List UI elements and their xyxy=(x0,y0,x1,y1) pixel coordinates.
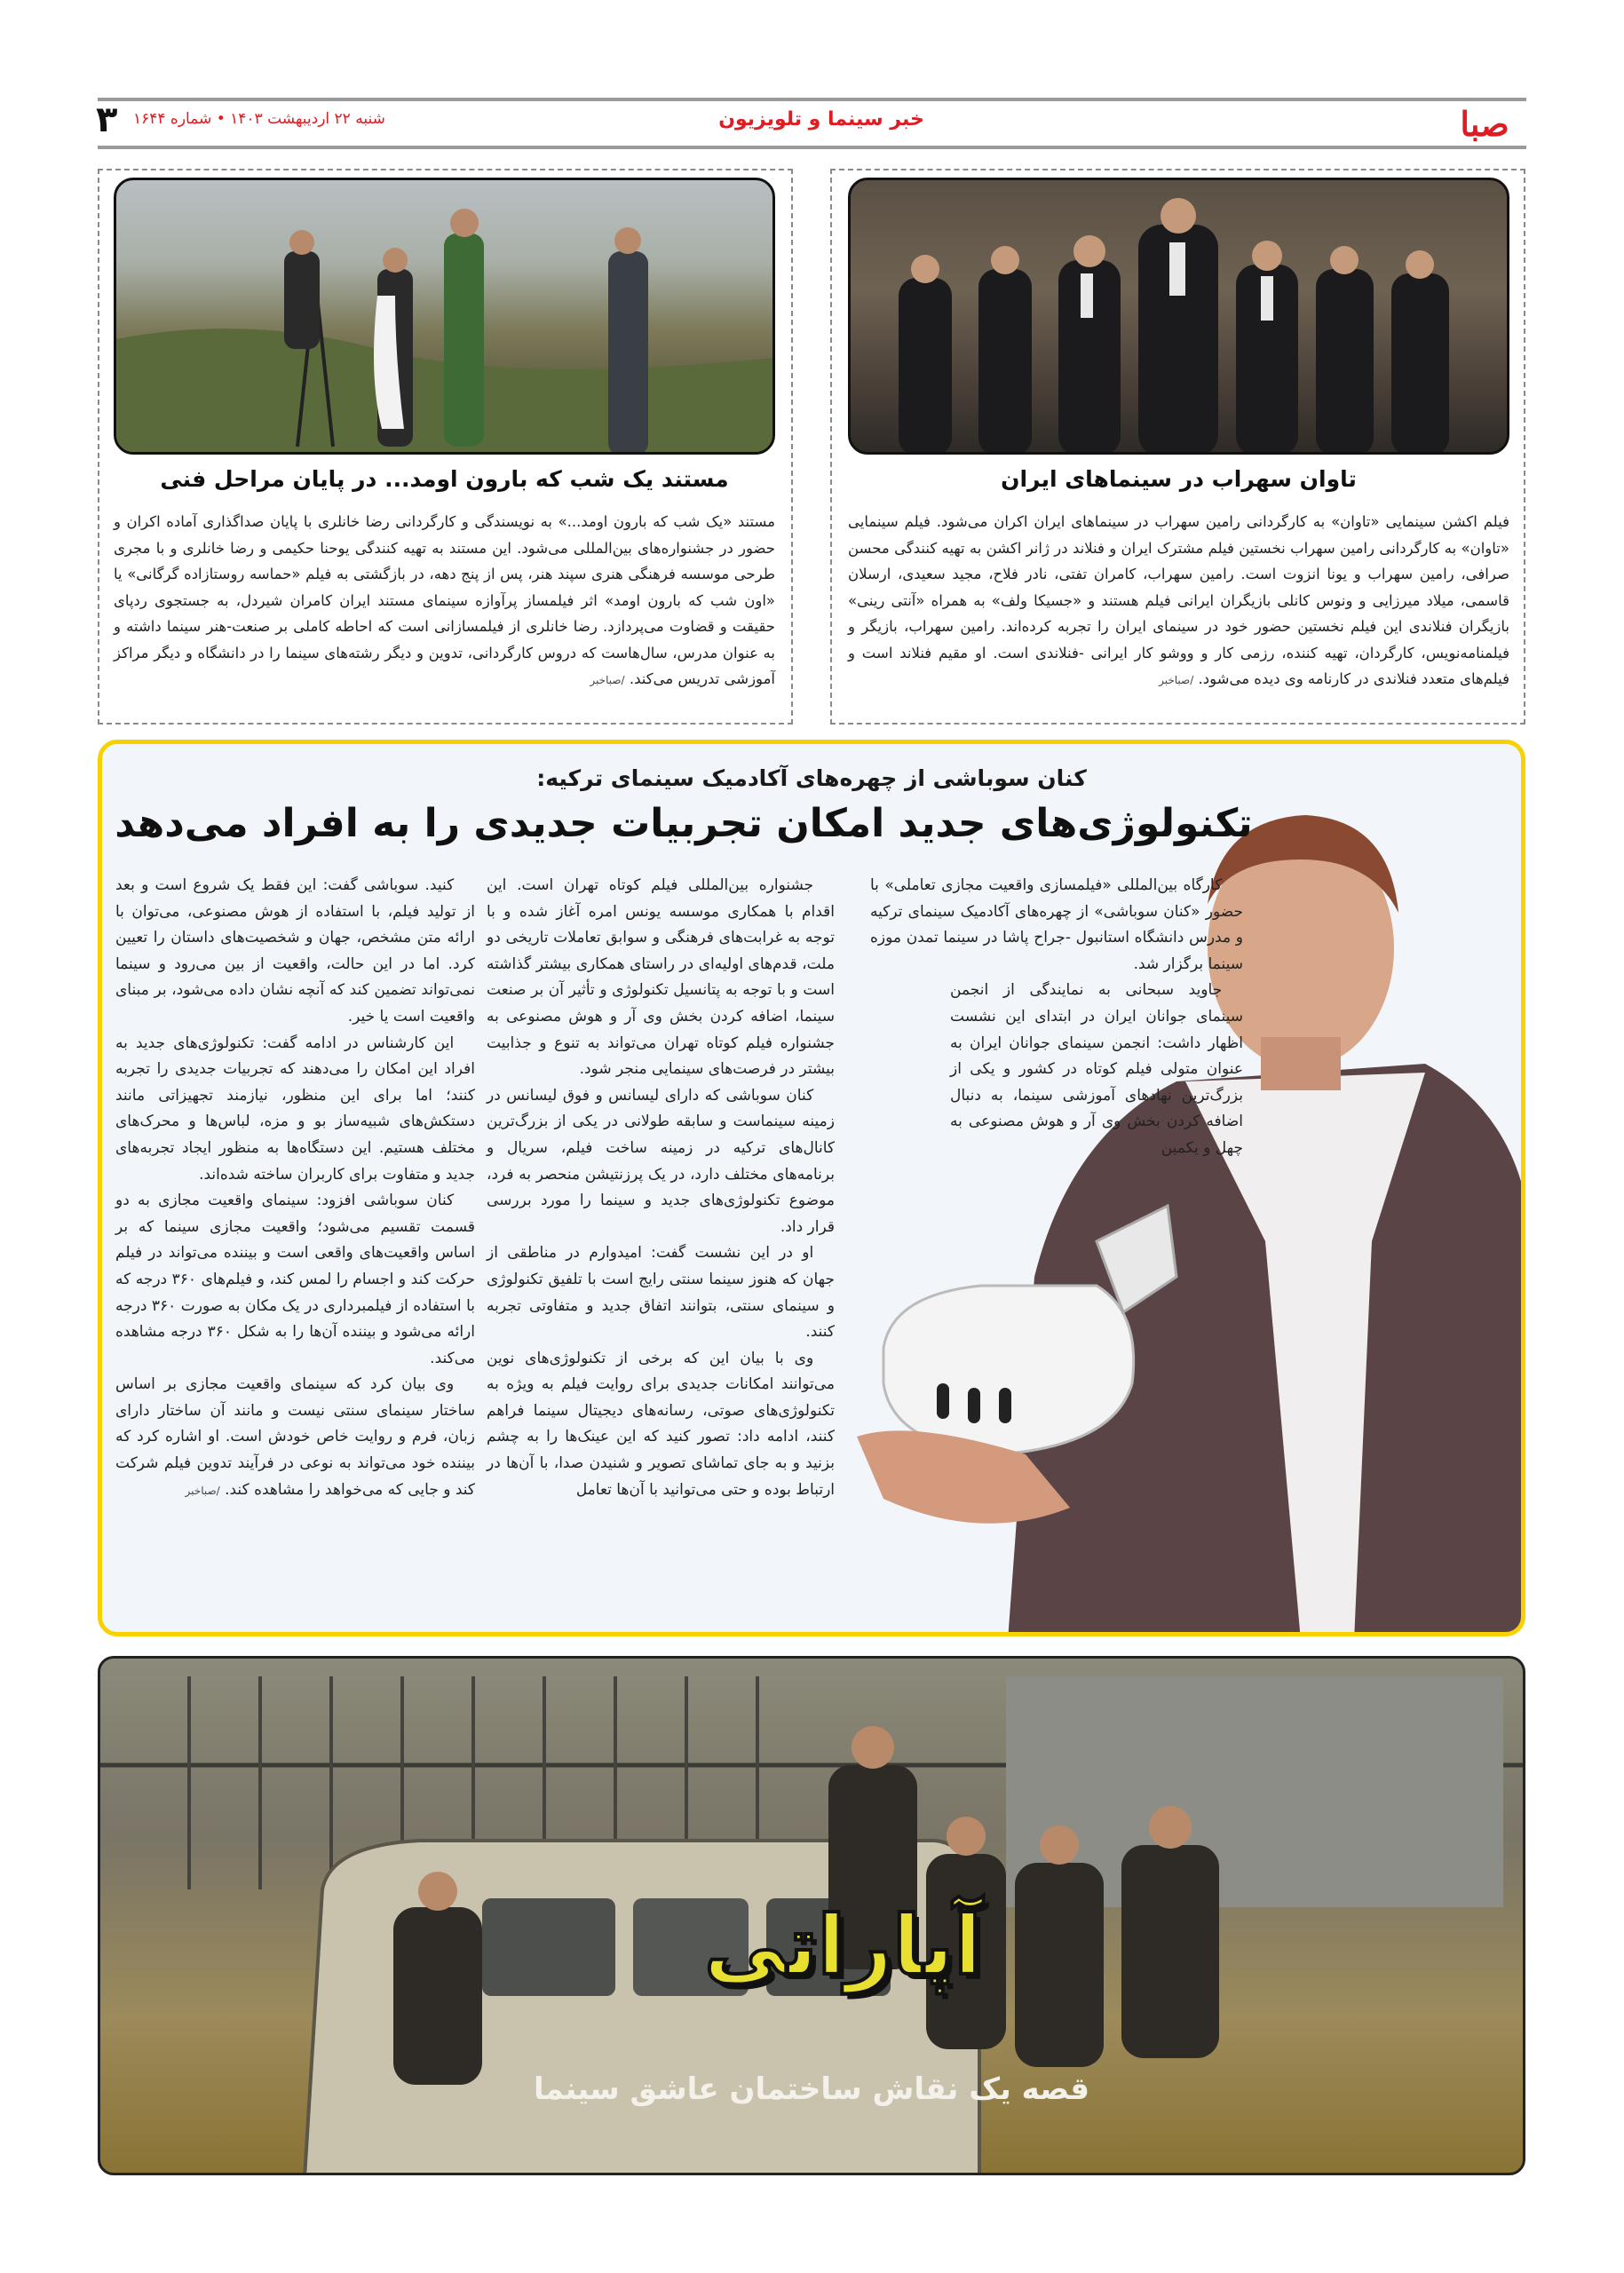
story-title-documentary: مستند یک شب که بارون اومد... در پایان مراحل فنی xyxy=(160,466,729,492)
paragraph xyxy=(115,1372,475,1504)
story-body-documentary xyxy=(114,509,775,694)
dateline: شنبه ۲۲ اردیبهشت ۱۴۰۳ • شماره ۱۶۴۴ xyxy=(133,110,385,128)
paragraph: جشنواره بین‌المللی فیلم کوتاه تهران است. این اقدام با همکاری موسسه یونس امره آغاز شده و با توجه به غرابت‌های فرهنگی و سوابق تعاملات تاریخی دو ملت، قدم‌های اولیه‌ای در راستای همکاری بیشتر گذاشته است و با توجه به پتانسیل تکنولوژی و تأثیر آن بر صنعت سینما، اضافه کردن بخش وی آر و هوش مصنوعی به جشنواره فیلم کوتاه تهران می‌تواند به تنوع و جذابیت بیشتر در فرصت‌های سینمایی منجر شود. xyxy=(487,876,835,1079)
section-title: خبر سینما و تلویزیون xyxy=(718,108,924,131)
header-bottom-rule xyxy=(98,146,1526,149)
running-men-illustration xyxy=(848,180,1507,455)
paragraph: کنان سوباشی افزود: سینمای واقعیت مجازی به دو قسمت تقسیم می‌شود؛ واقعیت مجازی سینما که بر اساس واقعیت‌های واقعی است و بیننده می‌تواند در فیلم حرکت کند و اجسام را لمس کند، و فیلم‌های ۳۶۰ درجه که با استفاده از فیلمبرداری در یک مکان به صورت ۳۶۰ درجه ارائه می‌شود و بیننده آن‌ها را به شکل ۳۶۰ درجه مشاهده می‌کند. xyxy=(115,1192,475,1367)
paragraph: او در این نشست گفت: امیدوارم در مناطقی از جهان که هنوز سینما سنتی رایج است با تلفیق تکنولوژی و سینمای سنتی، بتوانند اتفاق جدید و متفاوتی تجربه کنند. xyxy=(487,1244,835,1342)
story-text: فیلم اکشن سینمایی «تاوان» به کارگردانی رامین سهراب در سینماهای ایران اکران می‌شود. فیلم سینمایی «تاوان» به کارگردانی رامین سهراب نخستین فیلم مشترک ایران و فنلاند در ژانر اکشن به تهیه کنندگی محسن صرافی، رامین سهراب و یونا انزوت است. رامین سهراب، کامران تفتی، نادر فلاح، مجید سعیدی، ارسلان قاسمی، میلاد میرزایی و ونوس کانلی بازیگران ایرانی فیلم هستند و «جسیکا ولف» به همراه «آنتی رینی» بازیگران فنلاندی این فیلم نخستین حضور خود در سینمای ایران را تجربه کرده‌اند. رامین سهراب، بازیگر و فیلمنامه‌نویس، کارگردان، تهیه کننده، رزمی کار و ووشو کار ایرانی -فنلاندی است. او مقیم فنلاند است و فیلم‌های متعدد فنلاندی در کارنامه وی دیده می‌شود. xyxy=(848,513,1509,687)
story-text: مستند «یک شب که بارون اومد...» به نویسندگی و کارگردانی رضا خانلری با پایان صداگذاری آماده اکران و حضور در جشنواره‌های بین‌المللی می‌شود. این مستند به تهیه کنندگی یوحنا حکیمی و رضا خانلری و با مجری طرحی موسسه فرهنگی هنری سپند هنر، پس از پنج دهه، در بازگشتی به فیلم «حماسه روستازاده گرگانی» یا «اون شب که بارون اومد» اثر فیلمساز پرآوازه سینمای مستند ایران کامران شیردل، به جستجوی ردپای حقیقت و قضاوت می‌پردازد. رضا خانلری از فیلمسازانی است که احاطه کاملی بر صنعت-هنر سینما داشته و به عنوان مدرس، سال‌هاست که دروس کارگردانی، تدوین و دیگر رشته‌های سینما را در دانشگاه و دیگر مراکز آموزشی تدریس می‌کند. xyxy=(114,513,775,687)
paragraph: کنان سوباشی که دارای لیسانس و فوق لیسانس در زمینه سینماست و سابقه طولانی در یکی از بزرگ‌ترین کانال‌های ترکیه در زمینه ساخت فیلم، سریال و برنامه‌های مختلف دارد، در یک پرزنتیشن منحصر به فرد، موضوع تکنولوژی‌های جدید و سینما را مورد بررسی قرار داد. xyxy=(487,1086,835,1236)
header-top-rule xyxy=(98,98,1526,101)
paragraph: کنید. سوباشی گفت: این فقط یک شروع است و بعد از تولید فیلم، با استفاده از هوش مصنوعی، می‌توان با ارائه متن مشخص، جهان و شخصیت‌های داستان را تعیین کرد. اما در این حالت، واقعیت از بین می‌رود و سینما نمی‌تواند تضمین کند که آنچه نشان داده می‌شود، بر مبنای واقعیت است یا خیر. xyxy=(115,876,475,1026)
paragraph: این کارشناس در ادامه گفت: تکنولوژی‌های جدید به افراد این امکان را می‌دهند که تجربیات جدیدی را تجربه کنند؛ اما برای این منظور، نیازمند تجهیزاتی مانند دستکش‌های شبیه‌ساز بو و مزه، لباس‌ها و محرک‌های مختلف هستیم. این دستگاه‌ها به منظور ایجاد تجربه‌های جدید و متفاوت برای کاربران ساخته شده‌اند. xyxy=(115,1034,475,1184)
feature-column-3 xyxy=(115,873,475,1504)
paragraph: جاوید سبحانی به نمایندگی از انجمن سینمای جوانان ایران در ابتدای این نشست اظهار داشت: انجمن سینمای جوانان ایران به عنوان متولی فیلم کوتاه در کشور و یکی از بزرگ‌ترین نهادهای آموزشی سینما، به دنبال اضافه کردن بخش وی آر و هوش مصنوعی به چهل و یکمین xyxy=(950,981,1243,1157)
feature-headline: تکنولوژی‌های جدید امکان تجربیات جدیدی را به افراد می‌دهد xyxy=(115,801,1253,846)
film-crew-illustration xyxy=(114,180,772,455)
story-photo-tavan xyxy=(848,178,1509,455)
newspaper-logo[interactable]: صبا xyxy=(1460,104,1509,144)
source-credit: /صباخبر xyxy=(590,674,625,686)
source-credit: /صباخبر xyxy=(1159,674,1194,686)
paragraph: کارگاه بین‌المللی «فیلمسازی واقعیت مجازی تعاملی» با حضور «کنان سوباشی» از چهره‌های آکادمیک سینمای ترکیه و مدرس دانشگاه استانبول -جراح پاشا در سینما تمدن موزه سینما برگزار شد. xyxy=(870,876,1243,973)
story-title-tavan: تاوان سهراب در سینماهای ایران xyxy=(1001,466,1357,492)
page-number: ۳ xyxy=(96,99,118,140)
poster-title: آپاراتی xyxy=(704,1898,982,1993)
feature-kicker: کنان سوباشی از چهره‌های آکادمیک سینمای ترکیه: xyxy=(536,765,1087,791)
story-photo-documentary xyxy=(114,178,775,455)
paragraph-text: وی بیان کرد که سینمای واقعیت مجازی بر اساس ساختار سینمای سنتی نیست و مانند آن ساختار دارای زبان، فرم و روایت خاص خودش است. او اشاره کرد که بیننده خود می‌تواند به نوعی در فرآیند تدوین فیلم شرکت کند و جایی که می‌خواهد را مشاهده کند. xyxy=(115,1375,475,1499)
poster-tagline: قصه یک نقاش ساختمان عاشق سینما xyxy=(533,2071,1090,2107)
story-body-tavan xyxy=(848,509,1509,694)
feature-article xyxy=(98,740,1525,1636)
paragraph: وی با بیان این که برخی از تکنولوژی‌های نوین می‌توانند امکانات جدیدی برای روایت فیلم به ویژه به تکنولوژی‌های صوتی، رسانه‌های دیجیتال سینما فراهم کنند، ادامه داد: تصور کنید که این عینک‌ها را به چشم بزنید و به جای تماشای تصویر و شنیدن صدا، با آن‌ها در ارتباط بوده و حتی می‌توانید با آن‌ها تعامل xyxy=(487,1349,835,1499)
movie-poster-aparati[interactable] xyxy=(98,1656,1525,2175)
feature-column-1 xyxy=(870,873,1243,1162)
source-credit: /صباخبر xyxy=(185,1484,220,1497)
feature-column-2 xyxy=(487,873,835,1503)
